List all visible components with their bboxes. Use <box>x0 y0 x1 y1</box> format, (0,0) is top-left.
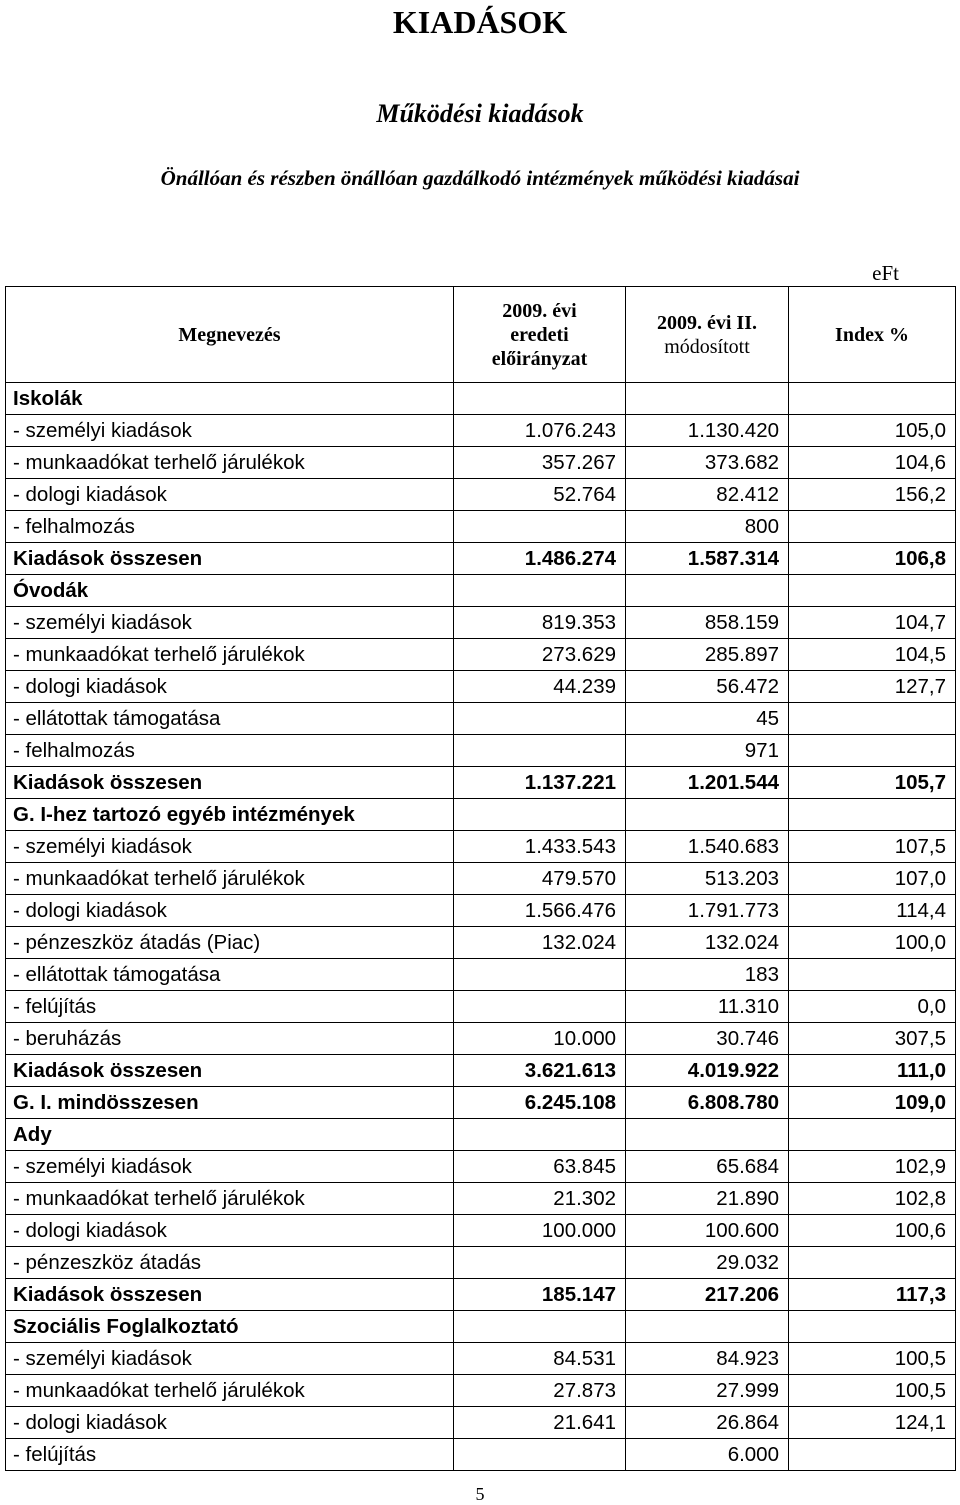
row-original-value: 1.433.543 <box>454 831 626 863</box>
header-modified-line2: módosított <box>664 335 750 358</box>
row-label: Ady <box>6 1119 454 1151</box>
row-label: - felhalmozás <box>6 511 454 543</box>
header-index-text: Index % <box>835 323 909 346</box>
row-modified-value: 183 <box>626 959 789 991</box>
row-index-value: 100,5 <box>789 1343 956 1375</box>
row-index-value: 102,8 <box>789 1183 956 1215</box>
row-original-value <box>454 1119 626 1151</box>
row-original-value <box>454 575 626 607</box>
row-label: - személyi kiadások <box>6 607 454 639</box>
header-original-budget <box>454 287 626 383</box>
row-label: - munkaadókat terhelő járulékok <box>6 1183 454 1215</box>
row-modified-value: 6.000 <box>626 1439 789 1471</box>
row-original-value: 21.641 <box>454 1407 626 1439</box>
row-modified-value: 6.808.780 <box>626 1087 789 1119</box>
table-row <box>6 1087 956 1119</box>
row-label: - pénzeszköz átadás (Piac) <box>6 927 454 959</box>
row-index-value <box>789 703 956 735</box>
header-original-line2: eredeti <box>510 323 569 346</box>
row-modified-value: 45 <box>626 703 789 735</box>
row-label: G. I. mindösszesen <box>6 1087 454 1119</box>
row-label: - munkaadókat terhelő járulékok <box>6 1375 454 1407</box>
row-index-value <box>789 799 956 831</box>
row-label: Kiadások összesen <box>6 1055 454 1087</box>
table-row <box>6 703 956 735</box>
row-modified-value <box>626 799 789 831</box>
row-original-value <box>454 511 626 543</box>
table-row <box>6 447 956 479</box>
row-original-value: 44.239 <box>454 671 626 703</box>
row-original-value: 84.531 <box>454 1343 626 1375</box>
table-row <box>6 1343 956 1375</box>
row-index-value: 107,5 <box>789 831 956 863</box>
row-modified-value: 800 <box>626 511 789 543</box>
row-label: - munkaadókat terhelő járulékok <box>6 447 454 479</box>
row-index-value: 109,0 <box>789 1087 956 1119</box>
row-modified-value: 971 <box>626 735 789 767</box>
row-label: - dologi kiadások <box>6 479 454 511</box>
header-original-line1: 2009. évi <box>502 299 577 322</box>
table-header-row <box>6 287 956 383</box>
row-original-value: 6.245.108 <box>454 1087 626 1119</box>
header-modified-budget <box>626 287 789 383</box>
row-modified-value: 1.791.773 <box>626 895 789 927</box>
row-modified-value: 1.587.314 <box>626 543 789 575</box>
page-title: KIADÁSOK <box>392 4 568 40</box>
table-row <box>6 1055 956 1087</box>
expenditure-table <box>5 286 956 1471</box>
table-row <box>6 1023 956 1055</box>
row-label: - ellátottak támogatása <box>6 959 454 991</box>
table-row <box>6 639 956 671</box>
header-name <box>6 287 454 383</box>
row-index-value: 106,8 <box>789 543 956 575</box>
table-row <box>6 927 956 959</box>
row-original-value: 63.845 <box>454 1151 626 1183</box>
table-row <box>6 767 956 799</box>
row-index-value: 104,6 <box>789 447 956 479</box>
row-label: Kiadások összesen <box>6 543 454 575</box>
table-row <box>6 831 956 863</box>
row-modified-value: 373.682 <box>626 447 789 479</box>
row-modified-value: 30.746 <box>626 1023 789 1055</box>
table-row <box>6 1151 956 1183</box>
row-modified-value <box>626 1311 789 1343</box>
table-row <box>6 1247 956 1279</box>
row-label: - beruházás <box>6 1023 454 1055</box>
row-original-value: 819.353 <box>454 607 626 639</box>
row-original-value: 357.267 <box>454 447 626 479</box>
table-row <box>6 1375 956 1407</box>
row-modified-value: 11.310 <box>626 991 789 1023</box>
table-row <box>6 959 956 991</box>
row-index-value: 104,7 <box>789 607 956 639</box>
row-label: Szociális Foglalkoztató <box>6 1311 454 1343</box>
row-label: - személyi kiadások <box>6 831 454 863</box>
table-row <box>6 1439 956 1471</box>
table-row <box>6 415 956 447</box>
row-index-value: 100,0 <box>789 927 956 959</box>
row-modified-value: 56.472 <box>626 671 789 703</box>
row-modified-value: 84.923 <box>626 1343 789 1375</box>
row-modified-value: 26.864 <box>626 1407 789 1439</box>
table-row <box>6 479 956 511</box>
row-label: - személyi kiadások <box>6 1151 454 1183</box>
row-modified-value <box>626 1119 789 1151</box>
table-row <box>6 1119 956 1151</box>
row-label: - munkaadókat terhelő járulékok <box>6 639 454 671</box>
row-modified-value: 27.999 <box>626 1375 789 1407</box>
table-row <box>6 607 956 639</box>
row-index-value: 100,5 <box>789 1375 956 1407</box>
table-row <box>6 1183 956 1215</box>
row-index-value: 100,6 <box>789 1215 956 1247</box>
row-index-value <box>789 1311 956 1343</box>
row-label: - felhalmozás <box>6 735 454 767</box>
row-modified-value: 1.130.420 <box>626 415 789 447</box>
row-index-value <box>789 1119 956 1151</box>
row-original-value: 1.137.221 <box>454 767 626 799</box>
row-modified-value: 100.600 <box>626 1215 789 1247</box>
row-index-value <box>789 575 956 607</box>
header-modified-line1: 2009. évi II. <box>657 311 757 334</box>
row-original-value: 479.570 <box>454 863 626 895</box>
table-row <box>6 735 956 767</box>
row-modified-value: 82.412 <box>626 479 789 511</box>
table-row <box>6 543 956 575</box>
row-label: - ellátottak támogatása <box>6 703 454 735</box>
row-index-value <box>789 735 956 767</box>
row-modified-value: 21.890 <box>626 1183 789 1215</box>
row-modified-value: 1.540.683 <box>626 831 789 863</box>
row-index-value: 114,4 <box>789 895 956 927</box>
row-original-value: 21.302 <box>454 1183 626 1215</box>
row-modified-value: 1.201.544 <box>626 767 789 799</box>
row-original-value: 52.764 <box>454 479 626 511</box>
table-row <box>6 511 956 543</box>
table-row <box>6 1215 956 1247</box>
row-index-value: 127,7 <box>789 671 956 703</box>
table-row <box>6 991 956 1023</box>
header-index <box>789 287 956 383</box>
row-index-value <box>789 511 956 543</box>
table-row <box>6 575 956 607</box>
row-modified-value: 65.684 <box>626 1151 789 1183</box>
row-index-value <box>789 959 956 991</box>
row-index-value: 0,0 <box>789 991 956 1023</box>
row-original-value: 27.873 <box>454 1375 626 1407</box>
row-label: - személyi kiadások <box>6 1343 454 1375</box>
row-index-value <box>789 383 956 415</box>
row-index-value: 117,3 <box>789 1279 956 1311</box>
row-modified-value <box>626 383 789 415</box>
table-body <box>6 383 956 1471</box>
row-index-value: 156,2 <box>789 479 956 511</box>
row-label: - dologi kiadások <box>6 671 454 703</box>
row-modified-value: 29.032 <box>626 1247 789 1279</box>
row-index-value <box>789 1439 956 1471</box>
table-row <box>6 1311 956 1343</box>
row-index-value: 102,9 <box>789 1151 956 1183</box>
row-modified-value: 132.024 <box>626 927 789 959</box>
row-original-value: 3.621.613 <box>454 1055 626 1087</box>
header-original-line3: előirányzat <box>491 347 588 370</box>
row-original-value <box>454 735 626 767</box>
row-modified-value: 285.897 <box>626 639 789 671</box>
table-row <box>6 895 956 927</box>
table-row <box>6 383 956 415</box>
row-original-value <box>454 383 626 415</box>
row-original-value <box>454 959 626 991</box>
row-original-value <box>454 1439 626 1471</box>
row-label: - dologi kiadások <box>6 1407 454 1439</box>
unit-label: eFt <box>872 261 899 285</box>
row-modified-value: 4.019.922 <box>626 1055 789 1087</box>
row-index-value: 107,0 <box>789 863 956 895</box>
row-original-value <box>454 799 626 831</box>
row-label: - dologi kiadások <box>6 895 454 927</box>
row-label: Iskolák <box>6 383 454 415</box>
row-label: Kiadások összesen <box>6 767 454 799</box>
row-original-value <box>454 703 626 735</box>
row-original-value: 1.076.243 <box>454 415 626 447</box>
row-label: Óvodák <box>6 575 454 607</box>
table-row <box>6 863 956 895</box>
row-original-value: 185.147 <box>454 1279 626 1311</box>
section-title: Önállóan és részben önállóan gazdálkodó intézmények működési kiadásai <box>160 166 800 190</box>
row-original-value: 1.566.476 <box>454 895 626 927</box>
row-index-value: 307,5 <box>789 1023 956 1055</box>
row-label: - személyi kiadások <box>6 415 454 447</box>
table-row <box>6 1279 956 1311</box>
row-label: - felújítás <box>6 991 454 1023</box>
row-original-value: 1.486.274 <box>454 543 626 575</box>
row-label: - dologi kiadások <box>6 1215 454 1247</box>
row-index-value: 105,7 <box>789 767 956 799</box>
row-index-value: 124,1 <box>789 1407 956 1439</box>
row-original-value <box>454 991 626 1023</box>
row-index-value: 104,5 <box>789 639 956 671</box>
row-original-value: 132.024 <box>454 927 626 959</box>
page-number: 5 <box>475 1484 485 1504</box>
row-original-value: 100.000 <box>454 1215 626 1247</box>
row-label: Kiadások összesen <box>6 1279 454 1311</box>
row-label: - felújítás <box>6 1439 454 1471</box>
row-modified-value: 858.159 <box>626 607 789 639</box>
row-label: - pénzeszköz átadás <box>6 1247 454 1279</box>
row-modified-value <box>626 575 789 607</box>
row-label: - munkaadókat terhelő járulékok <box>6 863 454 895</box>
row-original-value <box>454 1247 626 1279</box>
row-modified-value: 513.203 <box>626 863 789 895</box>
table-row <box>6 671 956 703</box>
row-original-value: 10.000 <box>454 1023 626 1055</box>
header-name-text: Megnevezés <box>178 323 281 346</box>
row-modified-value: 217.206 <box>626 1279 789 1311</box>
row-original-value <box>454 1311 626 1343</box>
table-row <box>6 799 956 831</box>
page-subtitle: Működési kiadások <box>376 99 584 128</box>
row-index-value: 111,0 <box>789 1055 956 1087</box>
row-label: G. I-hez tartozó egyéb intézmények <box>6 799 454 831</box>
row-original-value: 273.629 <box>454 639 626 671</box>
row-index-value <box>789 1247 956 1279</box>
row-index-value: 105,0 <box>789 415 956 447</box>
table-row <box>6 1407 956 1439</box>
